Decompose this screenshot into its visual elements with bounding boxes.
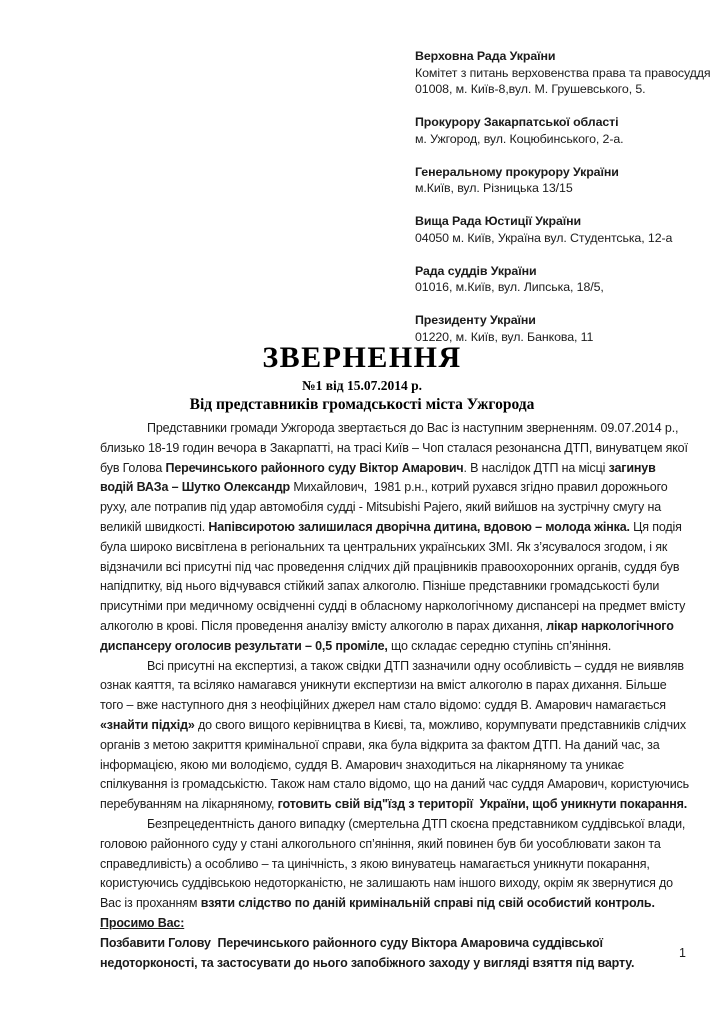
page-number: 1 bbox=[679, 946, 686, 960]
text-run: Всі присутні на експертизі, а також свідки ДТП зазначили одну особливість – суддя не виявляв ознак каяття, та всіляко намагався уникнути експертизи на вміст алкоголю в парах дихання. Більше того – вже наступного дня з неофіційних джерел нам стало відомо: суддя В. Амарович намагається bbox=[100, 658, 688, 713]
recipient-address-line: Комітет з питань верховенства права та правосуддя bbox=[415, 65, 711, 80]
text-run: . В наслідок ДТП на місці bbox=[463, 460, 609, 475]
recipient-address-line: 04050 м. Київ, Україна вул. Студентська, 12-а bbox=[415, 230, 673, 245]
text-run: Безпрецедентність даного випадку (смертельна ДТП скоєна представником суддівської влади, головою районного суду у стані алкогольного сп’яніння, який повинен був би уособлювати закон та справедливість) а особливо – та цинічність, з якою винуватець намагається уникнути покарання, користуючись суддівською недоторканістю, не залишають нам іншого виходу, окрім як звернутися до Вас із проханням bbox=[100, 816, 689, 911]
recipient-verkhovna-rada bbox=[415, 48, 715, 98]
recipient-address-line: 01220, м. Київ, вул. Банкова, 11 bbox=[415, 329, 594, 344]
recipients-block bbox=[415, 48, 715, 362]
text-run: Михайлович, 1981 р.н., котрий рухався згідно правил дорожнього руху, але потрапив під удар автомобіля судді - Mitsubishi Pajero, який вийшов на зустрічну смугу на великій швидкості. bbox=[100, 480, 671, 534]
text-run: Представники громади Ужгорода звертається до Вас із наступним зверненням. 09.07.2014 р., близько 18-19 годин вечора в Закарпатті, на трасі Київ – Чоп сталася резонансна ДТП, винуватцем якої був Голова bbox=[100, 421, 695, 475]
recipient-address-line: 01016, м.Київ, вул. Липська, 18/5, bbox=[415, 280, 604, 294]
recipient-council-of-judges bbox=[415, 263, 715, 296]
recipient-address-line: м. Ужгород, вул. Коцюбинського, 2-а. bbox=[415, 131, 624, 146]
recipient-title: Президенту України bbox=[415, 313, 536, 327]
recipient-title: Рада суддів України bbox=[415, 263, 537, 278]
recipient-title: Верховна Рада України bbox=[415, 49, 556, 63]
recipient-title: Прокурору Закарпатської області bbox=[415, 115, 619, 129]
recipient-oblast-prosecutor bbox=[415, 114, 715, 147]
recipient-address-line: 01008, м. Київ-8,вул. М. Грушевського, 5. bbox=[415, 82, 646, 96]
text-run-bold: «знайти підхід» bbox=[100, 717, 195, 732]
paragraph-expertise bbox=[100, 657, 692, 815]
request-heading bbox=[100, 914, 692, 934]
text-run-bold: готовить свій від"їзд з території України, щоб уникнути покарання. bbox=[277, 797, 688, 812]
request-heading-text: Просимо Вас: bbox=[100, 915, 185, 930]
document-body bbox=[100, 419, 695, 973]
text-run: до свого вищого керівництва в Києві, та, можливо, корумпувати представників слідчих органів з метою закриття кримінальної справи, яка була відкрита за фактом ДТП. На даний час, за інформацією, якою ми володіємо, суддя В. Амарович знаходиться на лікарняному та уникає спілкування із громадськістю. Також нам стало відомо, що на даний час суддя Амарович, користуючись перебуванням на лікарняному, bbox=[100, 717, 693, 812]
text-run-bold: загинув водій ВАЗа – Шутко Олександр bbox=[100, 460, 659, 495]
text-run: що складає середню ступінь сп’яніння. bbox=[387, 638, 612, 653]
text-run-bold: Напівсиротою залишилася дворічна дитина, вдовою – молода жінка. bbox=[208, 519, 630, 534]
paragraph-appeal bbox=[100, 815, 692, 914]
document-from-line: Від представників громадськості міста Ужгорода bbox=[189, 396, 535, 413]
text-run-bold: лікар наркологічного диспансеру оголосив результати – 0,5 проміле, bbox=[100, 618, 678, 653]
request-text: Позбавити Голову Перечинського районного суду Віктора Амаровича суддівської недоторконості, та застосувати до нього запобіжного заходу у вигляді взяття під варту. bbox=[100, 935, 635, 970]
recipient-address-line: м.Київ, вул. Різницька 13/15 bbox=[415, 181, 573, 195]
document-title-block bbox=[0, 341, 724, 415]
document-number-date: №1 від 15.07.2014 р. bbox=[302, 378, 422, 393]
recipient-title: Вища Рада Юстиції України bbox=[415, 214, 582, 228]
text-run-bold: Перечинського районного суду Віктор Амарович bbox=[165, 460, 464, 475]
recipient-high-council-justice bbox=[415, 213, 715, 246]
text-run: Ця подія була широко висвітлена в регіональних та центральних українських ЗМІ. Як з’ясувалося згодом, і як відзначили всі присутні під час проведення слідчих дій працівників правоохоронних органів, суддя був напідпитку, від нього відчувався стійкий запах алкоголю. Пізніше представники громадськості були присутніми при медичному освідченні судді в обласному наркологічному диспансері на предмет вмісту алкоголю в крові. Після проведення аналізу вмісту алкоголю в парах дихання, bbox=[100, 519, 689, 633]
text-run-bold: взяти слідство по даній кримінальній справі під свій особистий контроль. bbox=[200, 896, 655, 911]
document-title: ЗВЕРНЕННЯ bbox=[262, 341, 462, 374]
paragraph-incident bbox=[100, 419, 695, 657]
recipient-general-prosecutor bbox=[415, 164, 715, 197]
recipient-title: Генеральному прокурору України bbox=[415, 164, 619, 179]
